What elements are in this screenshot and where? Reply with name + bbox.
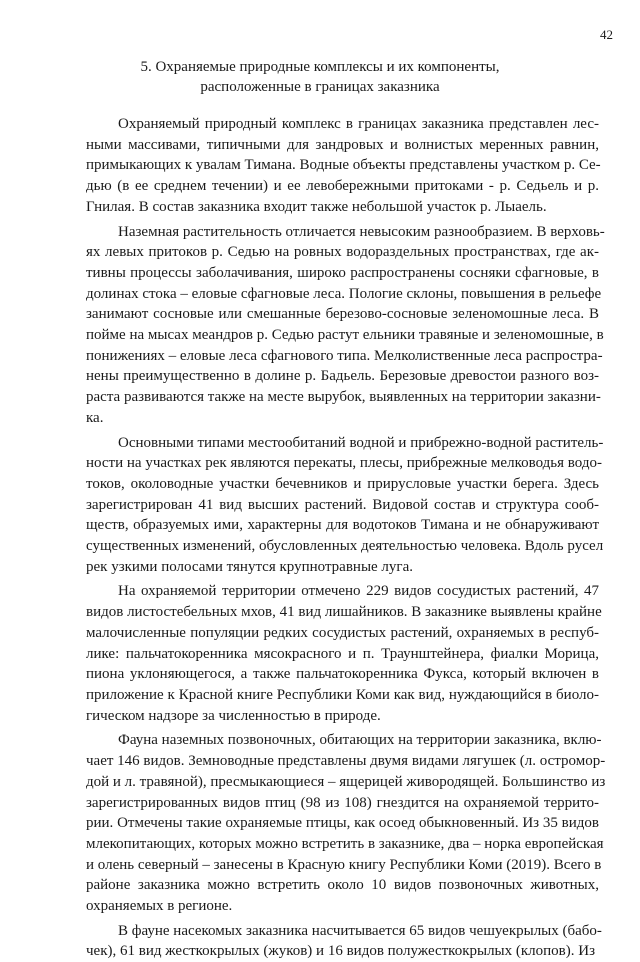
heading-line: расположенные в границах заказника [200, 79, 440, 95]
text-line: и олень северный – занесены в Красную книгу Республики Коми (2019). Всего в [86, 856, 602, 873]
text-line: малочисленные популяции редких сосудистых растений, охраняемых в респуб- [86, 624, 599, 641]
paragraph [86, 730, 606, 916]
text-line: гическом надзоре за численностью в природе. [86, 707, 381, 724]
text-line: ными массивами, типичными для зандровых и волнистых меренных равнин, [86, 136, 599, 153]
text-line: чек), 61 вид жесткокрылых (жуков) и 16 видов полужесткокрылых (клопов). Из [86, 943, 596, 960]
text-line: раста развиваются также на месте вырубок, выявленных на территории заказни- [86, 389, 601, 406]
text-line: нены преимущественно в долине р. Бадьель. Березовые древостои разного воз- [86, 368, 599, 385]
text-line: примыкающих к увалам Тимана. Водные объекты представлены участком р. Се- [86, 157, 601, 174]
text-line: видов листостебельных мхов, 41 вид лишайников. В заказнике выявлены крайне [86, 604, 602, 621]
text-line: Охраняемый природный комплекс в границах заказника представлен лес- [118, 116, 599, 132]
text-line: долинах стока – еловые сфагновые леса. Пологие склоны, повышения в рельефе [86, 285, 602, 302]
text-line: токов, околоводные участки бечевников и прирусловые участки берега. Здесь [86, 475, 599, 492]
text-line: понижениях – еловые леса сфагнового типа. Мелколиственные леса распростра- [86, 347, 603, 364]
text-line: охраняемых в регионе. [86, 898, 233, 915]
paragraph [86, 433, 604, 578]
section-heading [80, 57, 560, 97]
heading-line: 5. Охраняемые природные комплексы и их компоненты, [140, 59, 500, 75]
text-line: Фауна наземных позвоночных, обитающих на территории заказника, вклю- [118, 732, 602, 749]
text-line: чает 146 видов. Земноводные представлены двумя видами лягушек (л. остромор- [86, 753, 606, 770]
text-line: рек узкими полосами тянутся крупнотравные луга. [86, 558, 413, 575]
text-line: существенных изменений, обусловленных деятельностью человека. Вдоль русел [86, 538, 604, 555]
text-line: зарегистрирован 41 вид высших растений. Видовой состав и структура сооб- [86, 496, 599, 513]
text-line: ществ, образуемых ими, характерны для водотоков Тимана и не обнаруживают [86, 517, 599, 534]
text-line: районе заказника можно встретить около 10 видов позвоночных животных, [86, 877, 599, 894]
text-line: пойме на мысах меандров р. Седью растут ельники травяные и зеленомошные, в [86, 327, 604, 344]
text-line: ка. [86, 409, 104, 426]
text-line: Наземная растительность отличается невысоким разнообразием. В верховь- [118, 223, 605, 240]
paragraph [86, 581, 602, 726]
page-number: 42 [600, 27, 613, 42]
text-line: рии. Отмечены такие охраняемые птицы, как осоед обыкновенный. Из 35 видов [86, 815, 599, 832]
text-line: приложение к Красной книге Республики Коми как вид, нуждающийся в биоло- [86, 686, 599, 703]
paragraph [86, 921, 602, 962]
text-line: занимают сосновые или смешанные березово-сосновые зеленомошные леса. В [86, 306, 599, 323]
text-line: ях левых притоков р. Седью на ровных водораздельных пространствах, где ак- [86, 244, 599, 261]
text-line: ности на участках рек являются перекаты, плесы, прибрежные мелководья водо- [86, 455, 602, 472]
text-line: пиона уклоняющегося, а также пальчатокоренника Фукса, который включен в [86, 666, 599, 683]
text-line: лике: пальчатокоренника мясокрасного и п. Траунштейнера, фиалки Морица, [86, 645, 599, 662]
text-line: тивны процессы заболачивания, широко распространены сосняки сфагновые, в [86, 264, 599, 281]
text-line: млекопитающих, которых можно встретить в заказнике, два – норка европейская [86, 835, 604, 852]
text-line: дью (в ее среднем течении) и ее левобережными притоками - р. Седьель и р. [86, 178, 599, 195]
text-line: Гнилая. В состав заказника входит также небольшой участок р. Лыаель. [86, 198, 547, 215]
text-line: дой и л. травяной), пресмыкающиеся – ящерицей живородящей. Большинство из [86, 773, 606, 790]
body-text [86, 114, 606, 962]
text-line: На охраняемой территории отмечено 229 видов сосудистых растений, 47 [118, 583, 599, 600]
text-line: В фауне насекомых заказника насчитывается 65 видов чешуекрылых (бабо- [118, 922, 602, 939]
text-line: зарегистрированных видов птиц (98 из 108) гнездится на охраняемой террито- [86, 794, 599, 811]
text-line: Основными типами местообитаний водной и прибрежно-водной раститель- [118, 434, 604, 451]
paragraph [86, 222, 605, 429]
paragraph [86, 114, 599, 218]
